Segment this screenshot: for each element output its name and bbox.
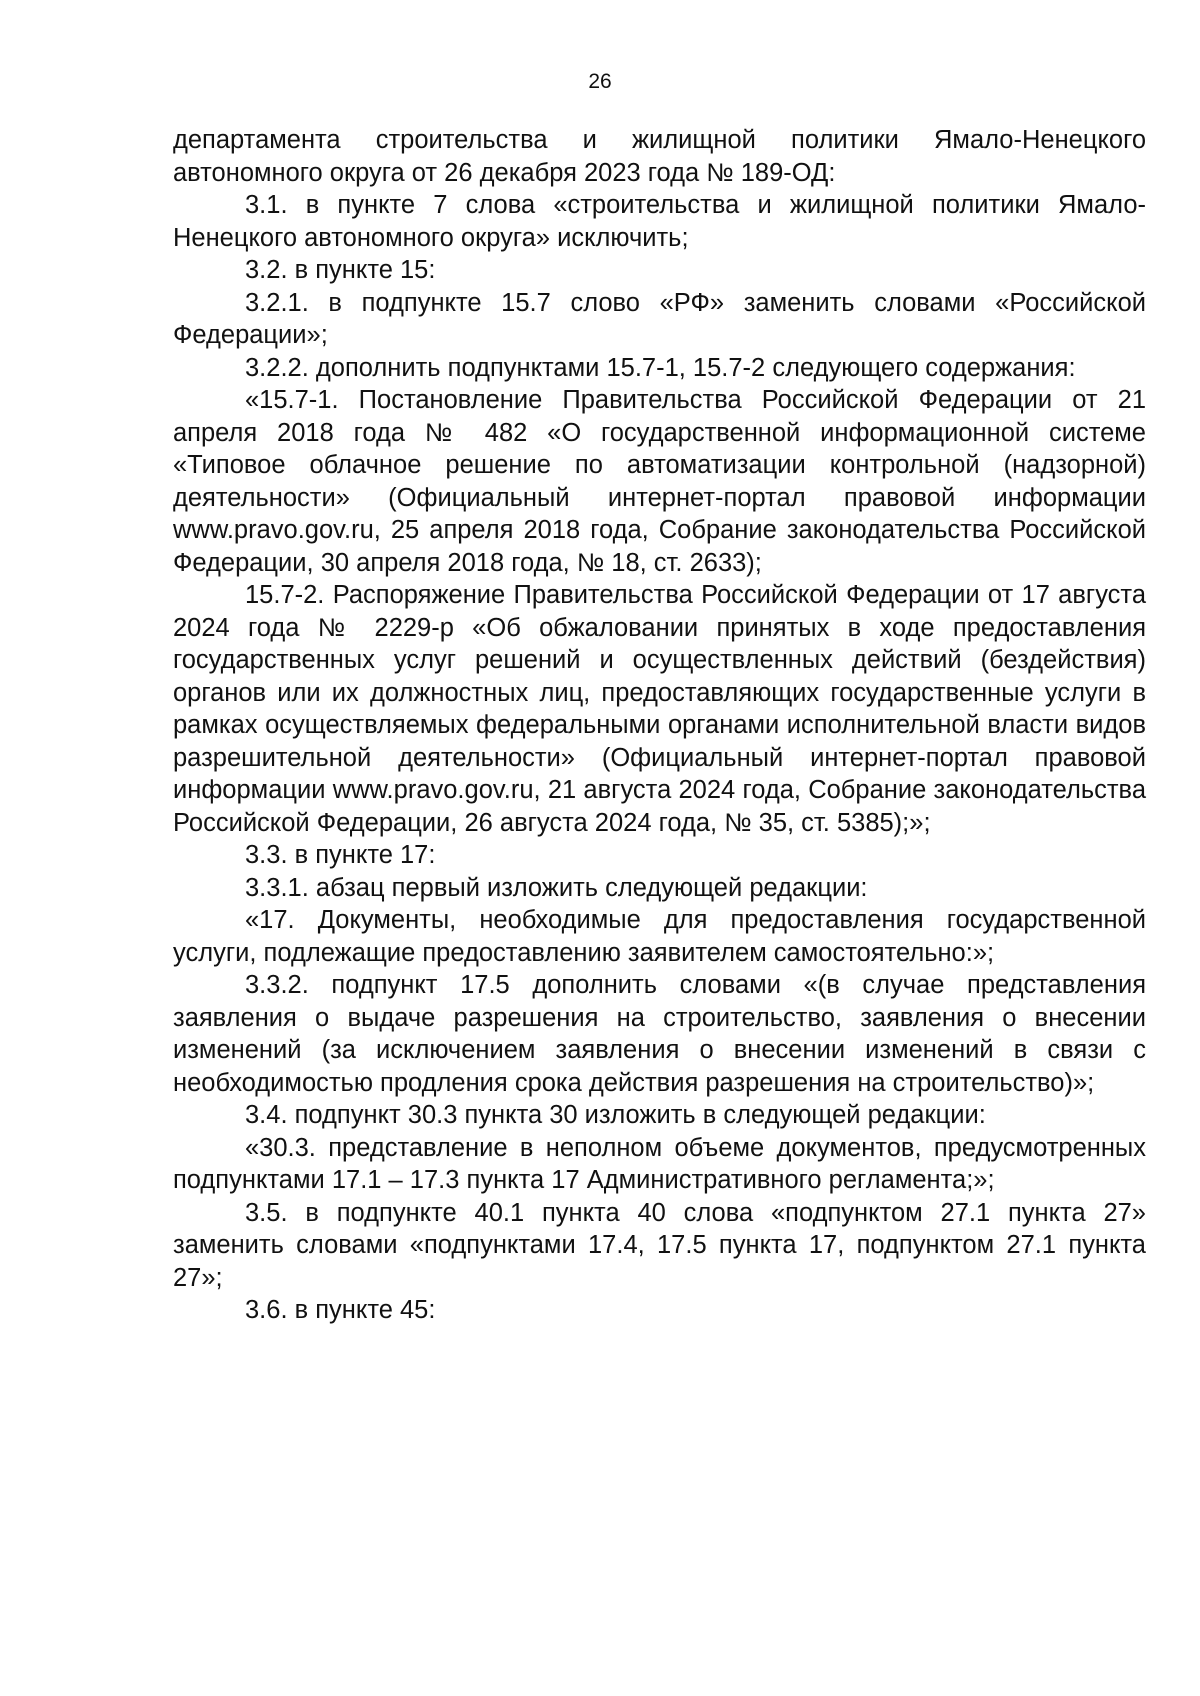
- paragraph: 15.7-2. Распоряжение Правительства Российской Федерации от 17 августа 2024 года № 2229-р «Об обжаловании принятых в ходе предоставления государственных услуг решений и осуществленных действий (бездействия) органов или их должностных лиц, предоставляющих государственные услуги в рамках осуществляемых федеральными органами исполнительной власти видов разрешительной деятельности» (Официальный интернет-портал правовой информации www.pravo.gov.ru, 21 августа 2024 года, Собрание законодательства Российской Федерации, 26 августа 2024 года, № 35, ст. 5385);»;: [173, 581, 1146, 837]
- paragraph: 3.3. в пункте 17:: [245, 841, 436, 869]
- paragraph: «17. Документы, необходимые для предоставления государственной услуги, подлежащие предоставлению заявителем самостоятельно:»;: [173, 906, 1146, 967]
- paragraph: 3.2.1. в подпункте 15.7 слово «РФ» заменить словами «Российской Федерации»;: [173, 288, 1146, 349]
- paragraph: 3.2.2. дополнить подпунктами 15.7-1, 15.7-2 следующего содержания:: [245, 353, 1076, 382]
- paragraph: 3.5. в подпункте 40.1 пункта 40 слова «подпунктом 27.1 пункта 27» заменить словами «подпунктами 17.4, 17.5 пункта 17, подпунктом 27.1 пункта 27»;: [173, 1198, 1146, 1292]
- paragraph: 3.4. подпункт 30.3 пункта 30 изложить в следующей редакции:: [245, 1101, 986, 1129]
- paragraph: 3.2. в пункте 15:: [245, 256, 436, 284]
- paragraph: 3.6. в пункте 45:: [245, 1296, 436, 1324]
- paragraph: департамента строительства и жилищной политики Ямало-Ненецкого автономного округа от 26 декабря 2023 года № 189-ОД:: [173, 126, 1146, 187]
- paragraph: 3.3.1. абзац первый изложить следующей редакции:: [245, 873, 868, 902]
- paragraph: «30.3. представление в неполном объеме документов, предусмотренных подпунктами 17.1 – 17.3 пункта 17 Административного регламента;»;: [173, 1133, 1146, 1194]
- document-body: [173, 124, 1146, 1327]
- paragraph: 3.1. в пункте 7 слова «строительства и жилищной политики Ямало-Ненецкого автономного округа» исключить;: [173, 191, 1146, 252]
- paragraph: «15.7-1. Постановление Правительства Российской Федерации от 21 апреля 2018 года № 482 «О государственной информационной системе «Типовое облачное решение по автоматизации контрольной (надзорной) деятельности» (Официальный интернет-портал правовой информации www.pravo.gov.ru, 25 апреля 2018 года, Собрание законодательства Российской Федерации, 30 апреля 2018 года, № 18, ст. 2633);: [173, 386, 1146, 577]
- page-number: 26: [588, 70, 612, 93]
- paragraph: 3.3.2. подпункт 17.5 дополнить словами «(в случае представления заявления о выдаче разрешения на строительство, заявления о внесении изменений (за исключением заявления о внесении изменений в связи с необходимостью продления срока действия разрешения на строительство)»;: [173, 971, 1146, 1097]
